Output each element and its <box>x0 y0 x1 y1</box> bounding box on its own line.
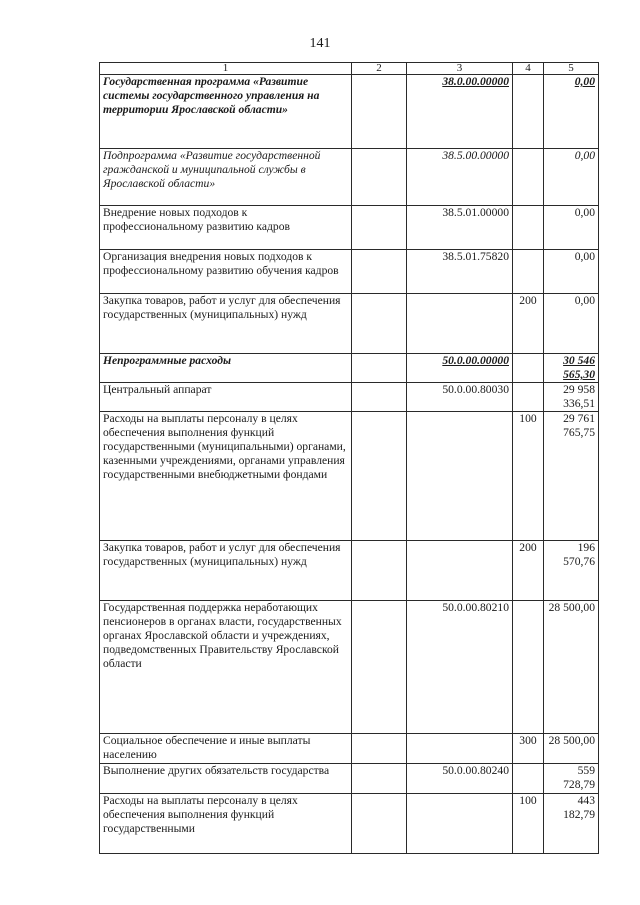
row-kvr <box>513 383 544 412</box>
table-row <box>100 149 599 206</box>
row-col2 <box>352 206 407 250</box>
row-col2 <box>352 354 407 383</box>
row-col2 <box>352 75 407 149</box>
row-col2 <box>352 383 407 412</box>
table-row <box>100 383 599 412</box>
row-name: Центральный аппарат <box>100 383 352 412</box>
row-kvr <box>513 354 544 383</box>
row-code: 50.0.00.80240 <box>407 764 513 794</box>
table-header-row <box>100 63 599 75</box>
row-amount: 196 570,76 <box>544 541 599 601</box>
row-code: 38.0.00.00000 <box>407 75 513 149</box>
row-code: 50.0.00.80210 <box>407 601 513 734</box>
row-code <box>407 294 513 354</box>
table-row <box>100 250 599 294</box>
row-col2 <box>352 412 407 541</box>
row-amount: 443 182,79 <box>544 794 599 854</box>
table-row <box>100 541 599 601</box>
row-name: Непрограммные расходы <box>100 354 352 383</box>
row-col2 <box>352 250 407 294</box>
row-kvr: 100 <box>513 412 544 541</box>
row-amount: 29 761 765,75 <box>544 412 599 541</box>
row-name: Государственная поддержка неработающих пенсионеров в органах власти, государственных органах Ярославской области и учреждениях, подведомственных Правительству Ярославской области <box>100 601 352 734</box>
row-amount: 28 500,00 <box>544 601 599 734</box>
table-row <box>100 794 599 854</box>
row-col2 <box>352 601 407 734</box>
row-name: Организация внедрения новых подходов к профессиональному развитию обучения кадров <box>100 250 352 294</box>
row-code: 50.0.00.00000 <box>407 354 513 383</box>
table-row <box>100 75 599 149</box>
row-name: Подпрограмма «Развитие государственной гражданской и муниципальной службы в Ярославской области» <box>100 149 352 206</box>
row-kvr <box>513 764 544 794</box>
row-kvr: 200 <box>513 541 544 601</box>
row-name: Закупка товаров, работ и услуг для обеспечения государственных (муниципальных) нужд <box>100 294 352 354</box>
row-col2 <box>352 734 407 764</box>
row-kvr <box>513 250 544 294</box>
row-name: Выполнение других обязательств государства <box>100 764 352 794</box>
row-code: 38.5.01.75820 <box>407 250 513 294</box>
row-amount: 0,00 <box>544 294 599 354</box>
row-code <box>407 412 513 541</box>
row-code: 50.0.00.80030 <box>407 383 513 412</box>
row-code <box>407 541 513 601</box>
row-amount: 559 728,79 <box>544 764 599 794</box>
table-row <box>100 412 599 541</box>
table-row <box>100 764 599 794</box>
row-code <box>407 794 513 854</box>
row-amount: 0,00 <box>544 206 599 250</box>
row-kvr <box>513 601 544 734</box>
row-col2 <box>352 541 407 601</box>
budget-table <box>99 62 599 854</box>
column-header: 4 <box>513 63 544 75</box>
row-name: Расходы на выплаты персоналу в целях обеспечения выполнения функций государственными <box>100 794 352 854</box>
row-name: Социальное обеспечение и иные выплаты населению <box>100 734 352 764</box>
row-col2 <box>352 294 407 354</box>
table-row <box>100 294 599 354</box>
column-header: 2 <box>352 63 407 75</box>
row-code: 38.5.00.00000 <box>407 149 513 206</box>
row-kvr: 100 <box>513 794 544 854</box>
table-row <box>100 354 599 383</box>
row-kvr: 200 <box>513 294 544 354</box>
row-code: 38.5.01.00000 <box>407 206 513 250</box>
table-row <box>100 206 599 250</box>
row-amount: 30 546 565,30 <box>544 354 599 383</box>
column-header: 5 <box>544 63 599 75</box>
row-col2 <box>352 149 407 206</box>
row-kvr <box>513 75 544 149</box>
row-amount: 0,00 <box>544 250 599 294</box>
column-header: 3 <box>407 63 513 75</box>
row-amount: 0,00 <box>544 149 599 206</box>
row-amount: 28 500,00 <box>544 734 599 764</box>
row-kvr <box>513 149 544 206</box>
row-name: Расходы на выплаты персоналу в целях обеспечения выполнения функций государственными (муниципальными) органами, казенными учреждениями, органами управления государственными внебюджетными фондами <box>100 412 352 541</box>
row-name: Закупка товаров, работ и услуг для обеспечения государственных (муниципальных) нужд <box>100 541 352 601</box>
row-name: Государственная программа «Развитие системы государственного управления на территории Ярославской области» <box>100 75 352 149</box>
table-row <box>100 734 599 764</box>
row-code <box>407 734 513 764</box>
page-number: 141 <box>309 36 331 51</box>
row-kvr <box>513 206 544 250</box>
row-amount: 0,00 <box>544 75 599 149</box>
table-row <box>100 601 599 734</box>
row-name: Внедрение новых подходов к профессиональному развитию кадров <box>100 206 352 250</box>
row-col2 <box>352 764 407 794</box>
row-kvr: 300 <box>513 734 544 764</box>
row-col2 <box>352 794 407 854</box>
row-amount: 29 958 336,51 <box>544 383 599 412</box>
column-header: 1 <box>100 63 352 75</box>
